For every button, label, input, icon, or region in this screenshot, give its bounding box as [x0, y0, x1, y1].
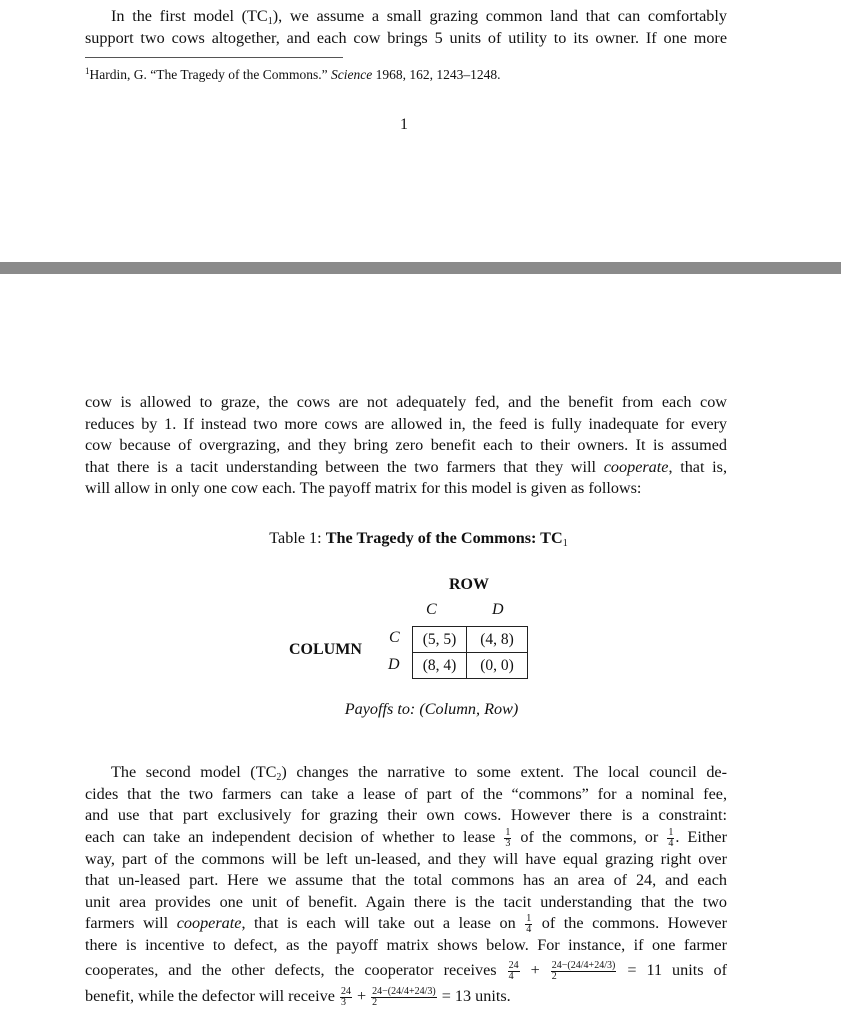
row-player-label: ROW — [449, 576, 489, 593]
text-line: farmers will cooperate, that is each will take out a lease on $\frac{1}{4}$ of the commons. However — [85, 913, 727, 936]
payoff-matrix — [412, 626, 528, 679]
payoff-cell: (4, 8) — [467, 627, 528, 653]
paragraph-second-model — [85, 762, 727, 1009]
text-line: cooperates, and the other defects, the cooperator receives $\frac{24}{4}$ + $\frac{24-(24/4+24/3)}{2}$ = 11 units of — [85, 959, 728, 982]
text-line: will allow in only one cow each. The payoff matrix for this model is given as follows: — [85, 479, 642, 498]
fraction-remainder-defector: $\frac{24-(24/4+24/3)}{2}$ — [372, 985, 436, 1008]
text-line: unit area provides one unit of benefit. Again there is the tacit understanding that the two — [85, 892, 727, 911]
text-line: that un-leased part. Here we assume that the total commons has an area of 24, and each — [85, 871, 727, 890]
page-separator — [0, 262, 841, 274]
page-1-bottom — [0, 0, 841, 262]
paragraph-first-model — [85, 6, 727, 49]
text-line: In the first model $(TC_1)$, we assume a small grazing common land that can comfortably — [111, 7, 727, 27]
text-line: reduces by 1. If instead two more cows are allowed in, the feed is fully inadequate for every — [85, 414, 727, 433]
footnote: $^1$Hardin, G. “The Tragedy of the Commons.” Science 1968, 162, 1243–1248. — [85, 66, 501, 82]
text-line: there is incentive to defect, as the payoff matrix shows below. For instance, if one farmer — [85, 936, 727, 955]
fraction-remainder-cooperator: $\frac{24-(24/4+24/3)}{2}$ — [551, 959, 616, 982]
column-strategy-d: D — [492, 601, 504, 618]
paragraph-first-model-continued — [85, 392, 727, 500]
text-line: The second model $(TC_2)$ changes the narrative to some extent. The local council de- — [111, 763, 727, 783]
column-strategy-c: C — [426, 601, 437, 618]
payoff-cell: (5, 5) — [413, 627, 467, 653]
text-line: support two cows altogether, and each cow brings 5 units of utility to its owner. If one more — [85, 28, 727, 47]
text-line: and use that part exclusively for grazing their own cows. However there is a constraint: — [85, 806, 727, 825]
fraction-24-over-4: $\frac{24}{4}$ — [508, 959, 519, 982]
payoff-cell: (0, 0) — [467, 653, 528, 679]
fraction-one-quarter: $\frac{1}{4}$ — [526, 913, 532, 936]
table-row — [413, 627, 528, 653]
row-strategy-c: C — [389, 629, 400, 646]
payoff-note: Payoffs to: (Column, Row) — [344, 700, 519, 718]
table-caption: Table 1: The Tragedy of the Commons: $TC_1$ — [269, 529, 568, 549]
footnote-rule — [85, 57, 343, 58]
text-line: benefit, while the defector will receive $\frac{24}{3}$ + $\frac{24-(24/4+24/3)}{2}$ = 13 units. — [85, 985, 511, 1008]
text-line: cow because of overgrazing, and they bring zero benefit each to their owners. It is assumed — [85, 436, 727, 455]
fraction-24-over-3: $\frac{24}{3}$ — [340, 985, 351, 1008]
fraction-one-quarter: $\frac{1}{4}$ — [668, 826, 674, 849]
text-line: way, part of the commons will be left un-leased, and they will have equal grazing right over — [85, 849, 727, 868]
fraction-one-third: $\frac{1}{3}$ — [505, 826, 511, 849]
payoff-cell: (8, 4) — [413, 653, 467, 679]
table-row — [413, 653, 528, 679]
column-player-label: COLUMN — [289, 641, 362, 658]
text-line: that there is a tacit understanding between the two farmers that they will cooperate, that is, — [85, 457, 727, 476]
text-line: cides that the two farmers can take a lease of part of the “commons” for a nominal fee, — [85, 784, 727, 803]
text-line: cow is allowed to graze, the cows are not adequately fed, and the benefit from each cow — [85, 393, 727, 411]
row-strategy-d: D — [388, 656, 400, 673]
page-number: 1 — [400, 116, 408, 133]
text-line: each can take an independent decision of whether to lease $\frac{1}{3}$ of the commons, or $\frac{1}{4}$ . Either — [85, 826, 727, 849]
